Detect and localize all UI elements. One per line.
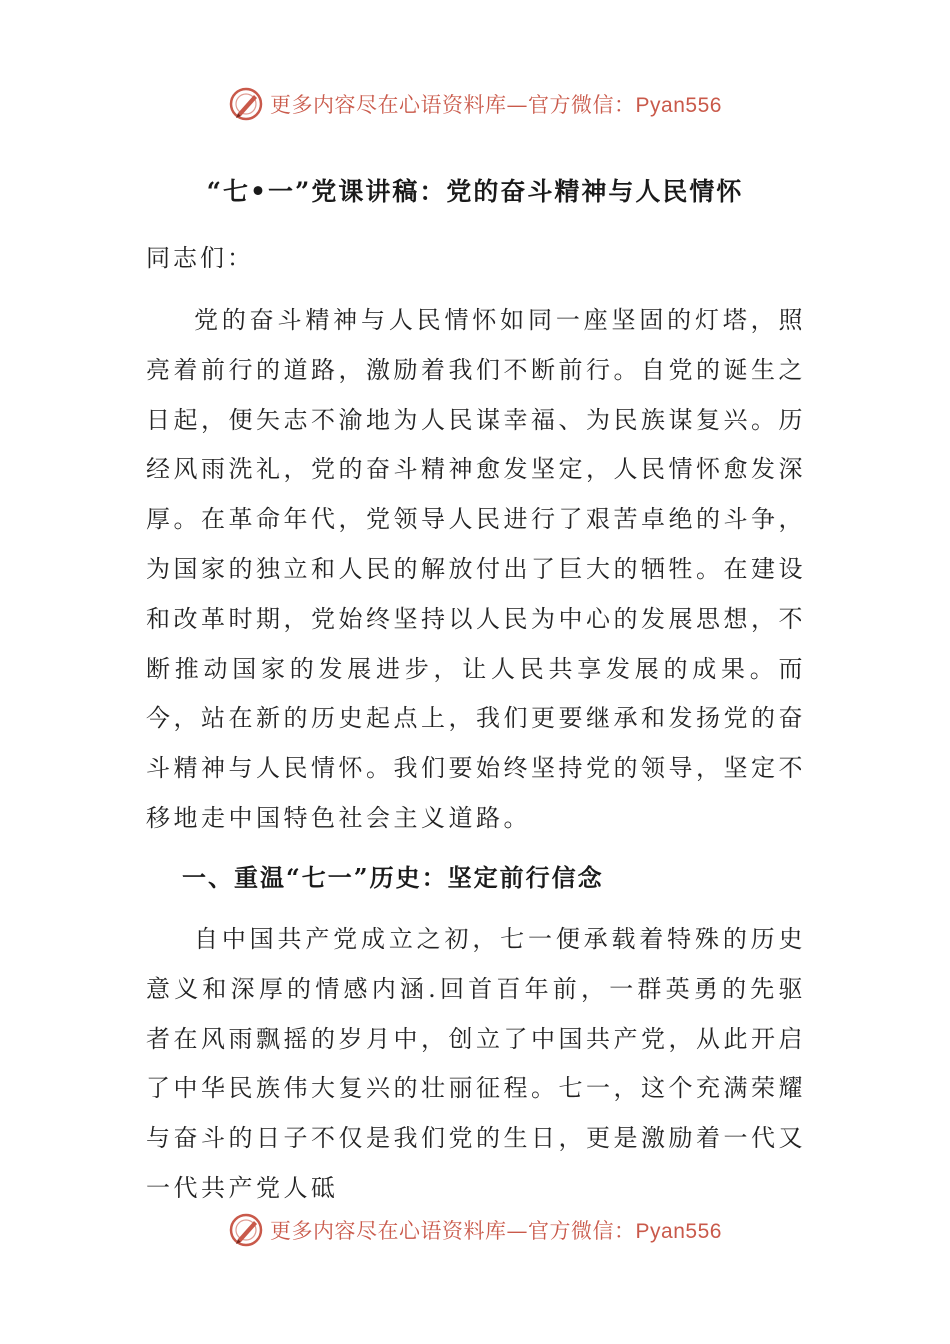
pen-circle-logo-icon: [228, 1212, 264, 1248]
banner-label: 更多内容尽在心语资料库—官方微信：: [270, 93, 636, 117]
document-title: “七•一”党课讲稿：党的奋斗精神与人民情怀: [206, 177, 744, 206]
banner-wechat-id: Pyan556: [635, 1220, 722, 1243]
footer-banner: [0, 1208, 950, 1252]
header-banner: [0, 82, 950, 126]
banner-wechat-id: Pyan556: [635, 94, 722, 117]
section-heading-1: 一、重温“七一”历史：坚定前行信念: [182, 863, 604, 892]
body-paragraph-1: 党的奋斗精神与人民情怀如同一座坚固的灯塔，照亮着前行的道路，激励着我们不断前行。自党的诞生之日起，便矢志不渝地为人民谋幸福、为民族谋复兴。历经风雨洗礼，党的奋斗精神愈发坚定，人民情怀愈发深厚。在革命年代，党领导人民进行了艰苦卓绝的斗争，为国家的独立和人民的解放付出了巨大的牺牲。在建设和改革时期，党始终坚持以人民为中心的发展思想，不断推动国家的发展进步，让人民共享发展的成果。而今，站在新的历史起点上，我们更要继承和发扬党的奋斗精神与人民情怀。我们要始终坚持党的领导，坚定不移地走中国特色社会主义道路。: [146, 306, 806, 832]
banner-label: 更多内容尽在心语资料库—官方微信：: [270, 1219, 636, 1243]
banner-text: [270, 89, 722, 119]
pen-circle-logo-icon: [228, 86, 264, 122]
salutation: 同志们：: [146, 244, 254, 272]
body-paragraph-2: 自中国共产党成立之初，七一便承载着特殊的历史意义和深厚的情感内涵.回首百年前，一群英勇的先驱者在风雨飘摇的岁月中，创立了中国共产党，从此开启了中华民族伟大复兴的壮丽征程。七一，这个充满荣耀与奋斗的日子不仅是我们党的生日，更是激励着一代又一代共产党人砥: [146, 925, 806, 1202]
banner-text: [270, 1215, 722, 1245]
